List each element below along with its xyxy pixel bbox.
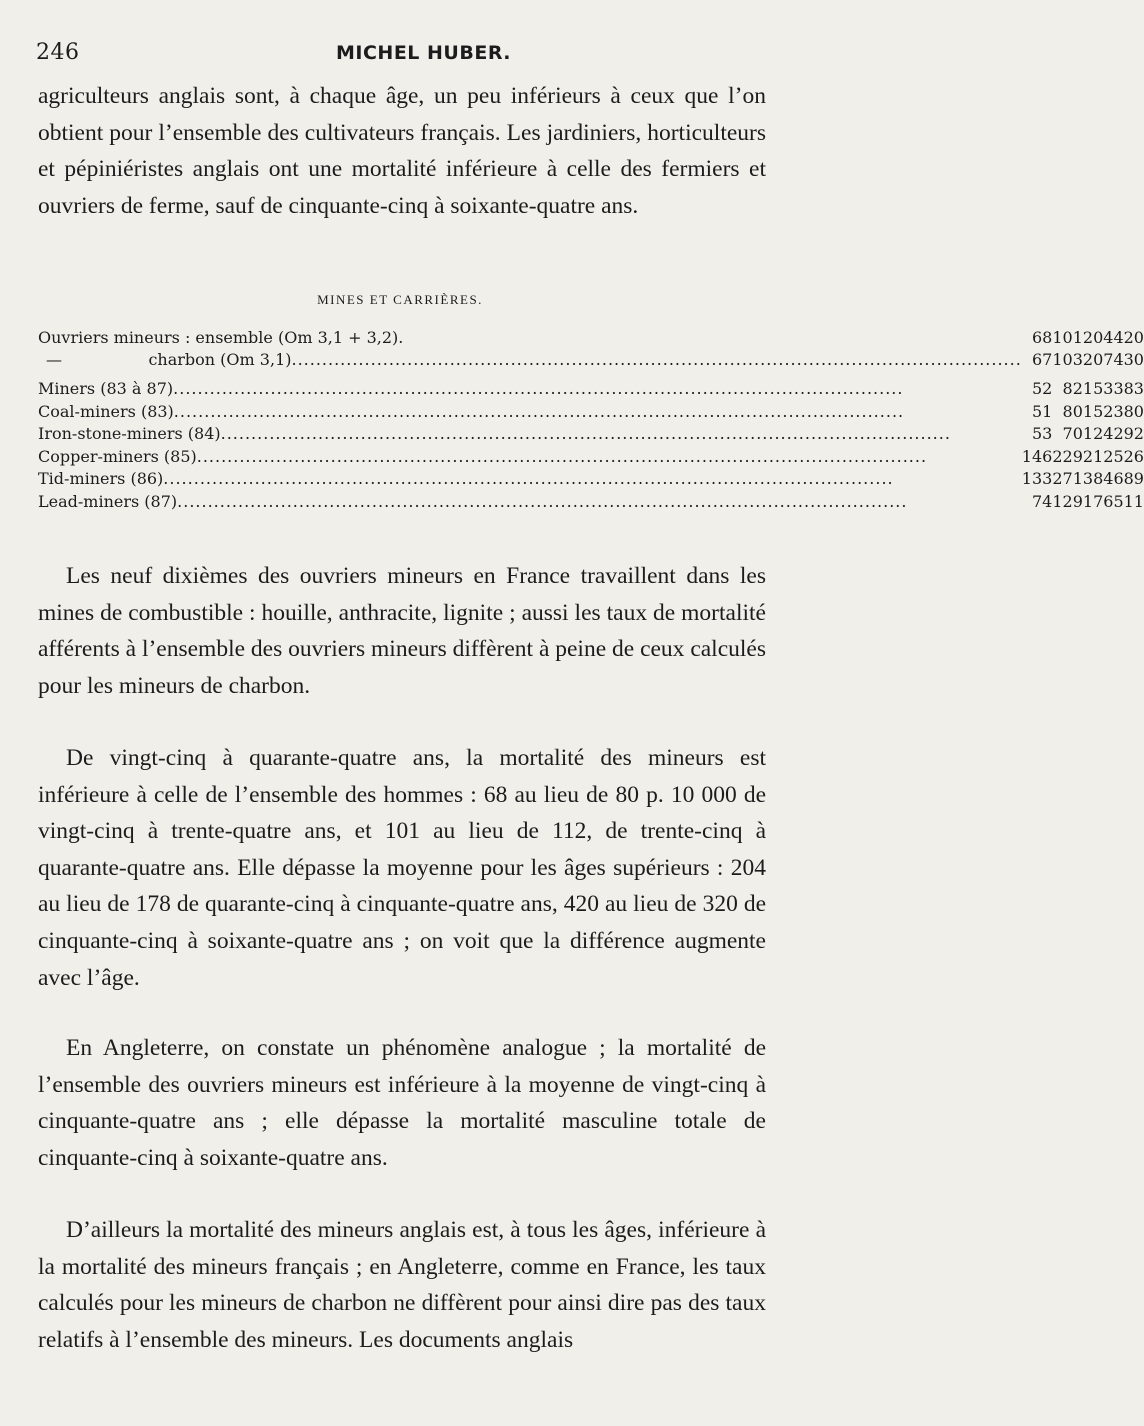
body-paragraph: En Angleterre, on constate un phénomène analogue ; la mortalité de l’ensemble des ouvriers mineurs est inférieure à la moyenne de vingt-cinq à cinquante-quatre ans ; elle dépasse la mortalité masculine totale de cinquante-cinq à soixante-quatre ans.	[38, 1035, 766, 1171]
row-label: Ouvriers mineurs : ensemble (Om 3,1 + 3,2).	[38, 327, 404, 347]
leader-dots	[173, 379, 1022, 398]
row-label-cell	[38, 326, 1022, 349]
value-cell: 384	[1082, 469, 1114, 489]
row-label: Tid-miners (86)	[38, 469, 164, 489]
row-label: Miners (83 à 87)	[38, 378, 174, 398]
row-label: — charbon (Om 3,1)	[46, 350, 292, 370]
row-label-cell	[38, 468, 1022, 491]
value-cell: 380	[1113, 401, 1144, 421]
value-cell: 292	[1113, 424, 1144, 444]
leader-dots	[163, 469, 1022, 488]
value-cell: 68	[1031, 327, 1053, 347]
row-label-cell	[38, 445, 1022, 468]
value-cell: 152	[1082, 401, 1114, 421]
value-cell: 271	[1052, 469, 1083, 489]
leader-dots	[197, 447, 1022, 466]
leader-dots	[291, 350, 1021, 369]
body-paragraph: Les neuf dixièmes des ouvriers mineurs en France travaillent dans les mines de combustible : houille, anthracite, lignite ; aussi les taux de mortalité afférents à l’ensemble des ouvriers mineurs diffèrent à peine de ceux calculés pour les mineurs de charbon.	[38, 563, 766, 699]
row-label-cell	[38, 490, 1022, 513]
table-row	[38, 422, 1144, 445]
table-row	[38, 326, 1144, 349]
value-cell: 74	[1031, 491, 1053, 511]
value-cell: 80	[1062, 401, 1083, 421]
value-cell: 124	[1082, 424, 1114, 444]
value-cell: 153	[1082, 378, 1114, 398]
mortality-table	[38, 326, 1144, 513]
value-cell: 526	[1113, 446, 1144, 466]
value-cell: 51	[1031, 401, 1053, 421]
row-label-cell	[38, 349, 1022, 372]
value-cell: 204	[1082, 327, 1114, 347]
table-row	[38, 468, 1144, 491]
row-label-cell	[38, 400, 1022, 423]
value-cell: 133	[1021, 469, 1053, 489]
value-cell: 52	[1031, 378, 1053, 398]
value-cell: 383	[1113, 378, 1144, 398]
intro-paragraph: agriculteurs anglais sont, à chaque âge, un peu inférieurs à ceux que l’on obtient pour l’ensemble des cultivateurs français. Les jardiniers, horticulteurs et pépiniéristes anglais ont une mortalité inférieure à celle des fermiers et ouvriers de ferme, sauf de cinquante-cinq à soixante-quatre ans.	[38, 83, 766, 219]
body-paragraph: D’ailleurs la mortalité des mineurs anglais est, à tous les âges, inférieure à la mortalité des mineurs français ; en Angleterre, comme en France, les taux calculés pour les mineurs de charbon ne diffèrent pour ainsi dire pas des taux relatifs à l’ensemble des mineurs. Les documents anglais	[38, 1217, 766, 1353]
value-cell: 101	[1052, 327, 1083, 347]
value-cell: 430	[1113, 350, 1144, 370]
row-label: Iron-stone-miners (84)	[38, 424, 221, 444]
running-header	[36, 40, 760, 74]
value-cell: 207	[1082, 350, 1114, 370]
value-cell: 129	[1052, 491, 1083, 511]
table-row	[38, 371, 1144, 400]
table-row	[38, 349, 1144, 372]
value-cell: 229	[1052, 446, 1083, 466]
row-label: Lead-miners (87)	[38, 491, 178, 511]
row-label-cell	[38, 422, 1022, 445]
value-cell: 212	[1082, 446, 1114, 466]
value-cell: 420	[1113, 327, 1144, 347]
value-cell: 146	[1021, 446, 1053, 466]
row-label: Coal-miners (83)	[38, 401, 174, 421]
table-row	[38, 445, 1144, 468]
value-cell: 176	[1082, 491, 1114, 511]
section-title: MINES ET CARRIÈRES.	[317, 292, 483, 307]
value-cell: 103	[1052, 350, 1083, 370]
page-number: 246	[36, 40, 80, 65]
leader-dots	[221, 424, 1022, 443]
row-label: Copper-miners (85)	[38, 446, 197, 466]
row-label-cell	[38, 371, 1022, 400]
value-cell: 70	[1062, 424, 1083, 444]
table-row	[38, 490, 1144, 513]
table-row	[38, 400, 1144, 423]
body-paragraph: De vingt-cinq à quarante-quatre ans, la mortalité des mineurs est inférieure à celle de l’ensemble des hommes : 68 au lieu de 80 p. 10 000 de vingt-cinq à trente-quatre ans, et 101 au lieu de 112, de trente-cinq à quarante-quatre ans. Elle dépasse la moyenne pour les âges supérieurs : 204 au lieu de 178 de quarante-cinq à cinquante-quatre ans, 420 au lieu de 320 de cinquante-cinq à soixante-quatre ans ; on voit que la différence augmente avec l’âge.	[38, 745, 766, 991]
value-cell: 82	[1062, 378, 1083, 398]
value-cell: 511	[1113, 491, 1144, 511]
value-cell: 53	[1031, 424, 1053, 444]
leader-dots	[174, 402, 1022, 421]
value-cell: 67	[1031, 350, 1053, 370]
leader-dots	[177, 492, 1022, 511]
running-title: MICHEL HUBER.	[336, 42, 512, 64]
value-cell: 689	[1113, 469, 1144, 489]
